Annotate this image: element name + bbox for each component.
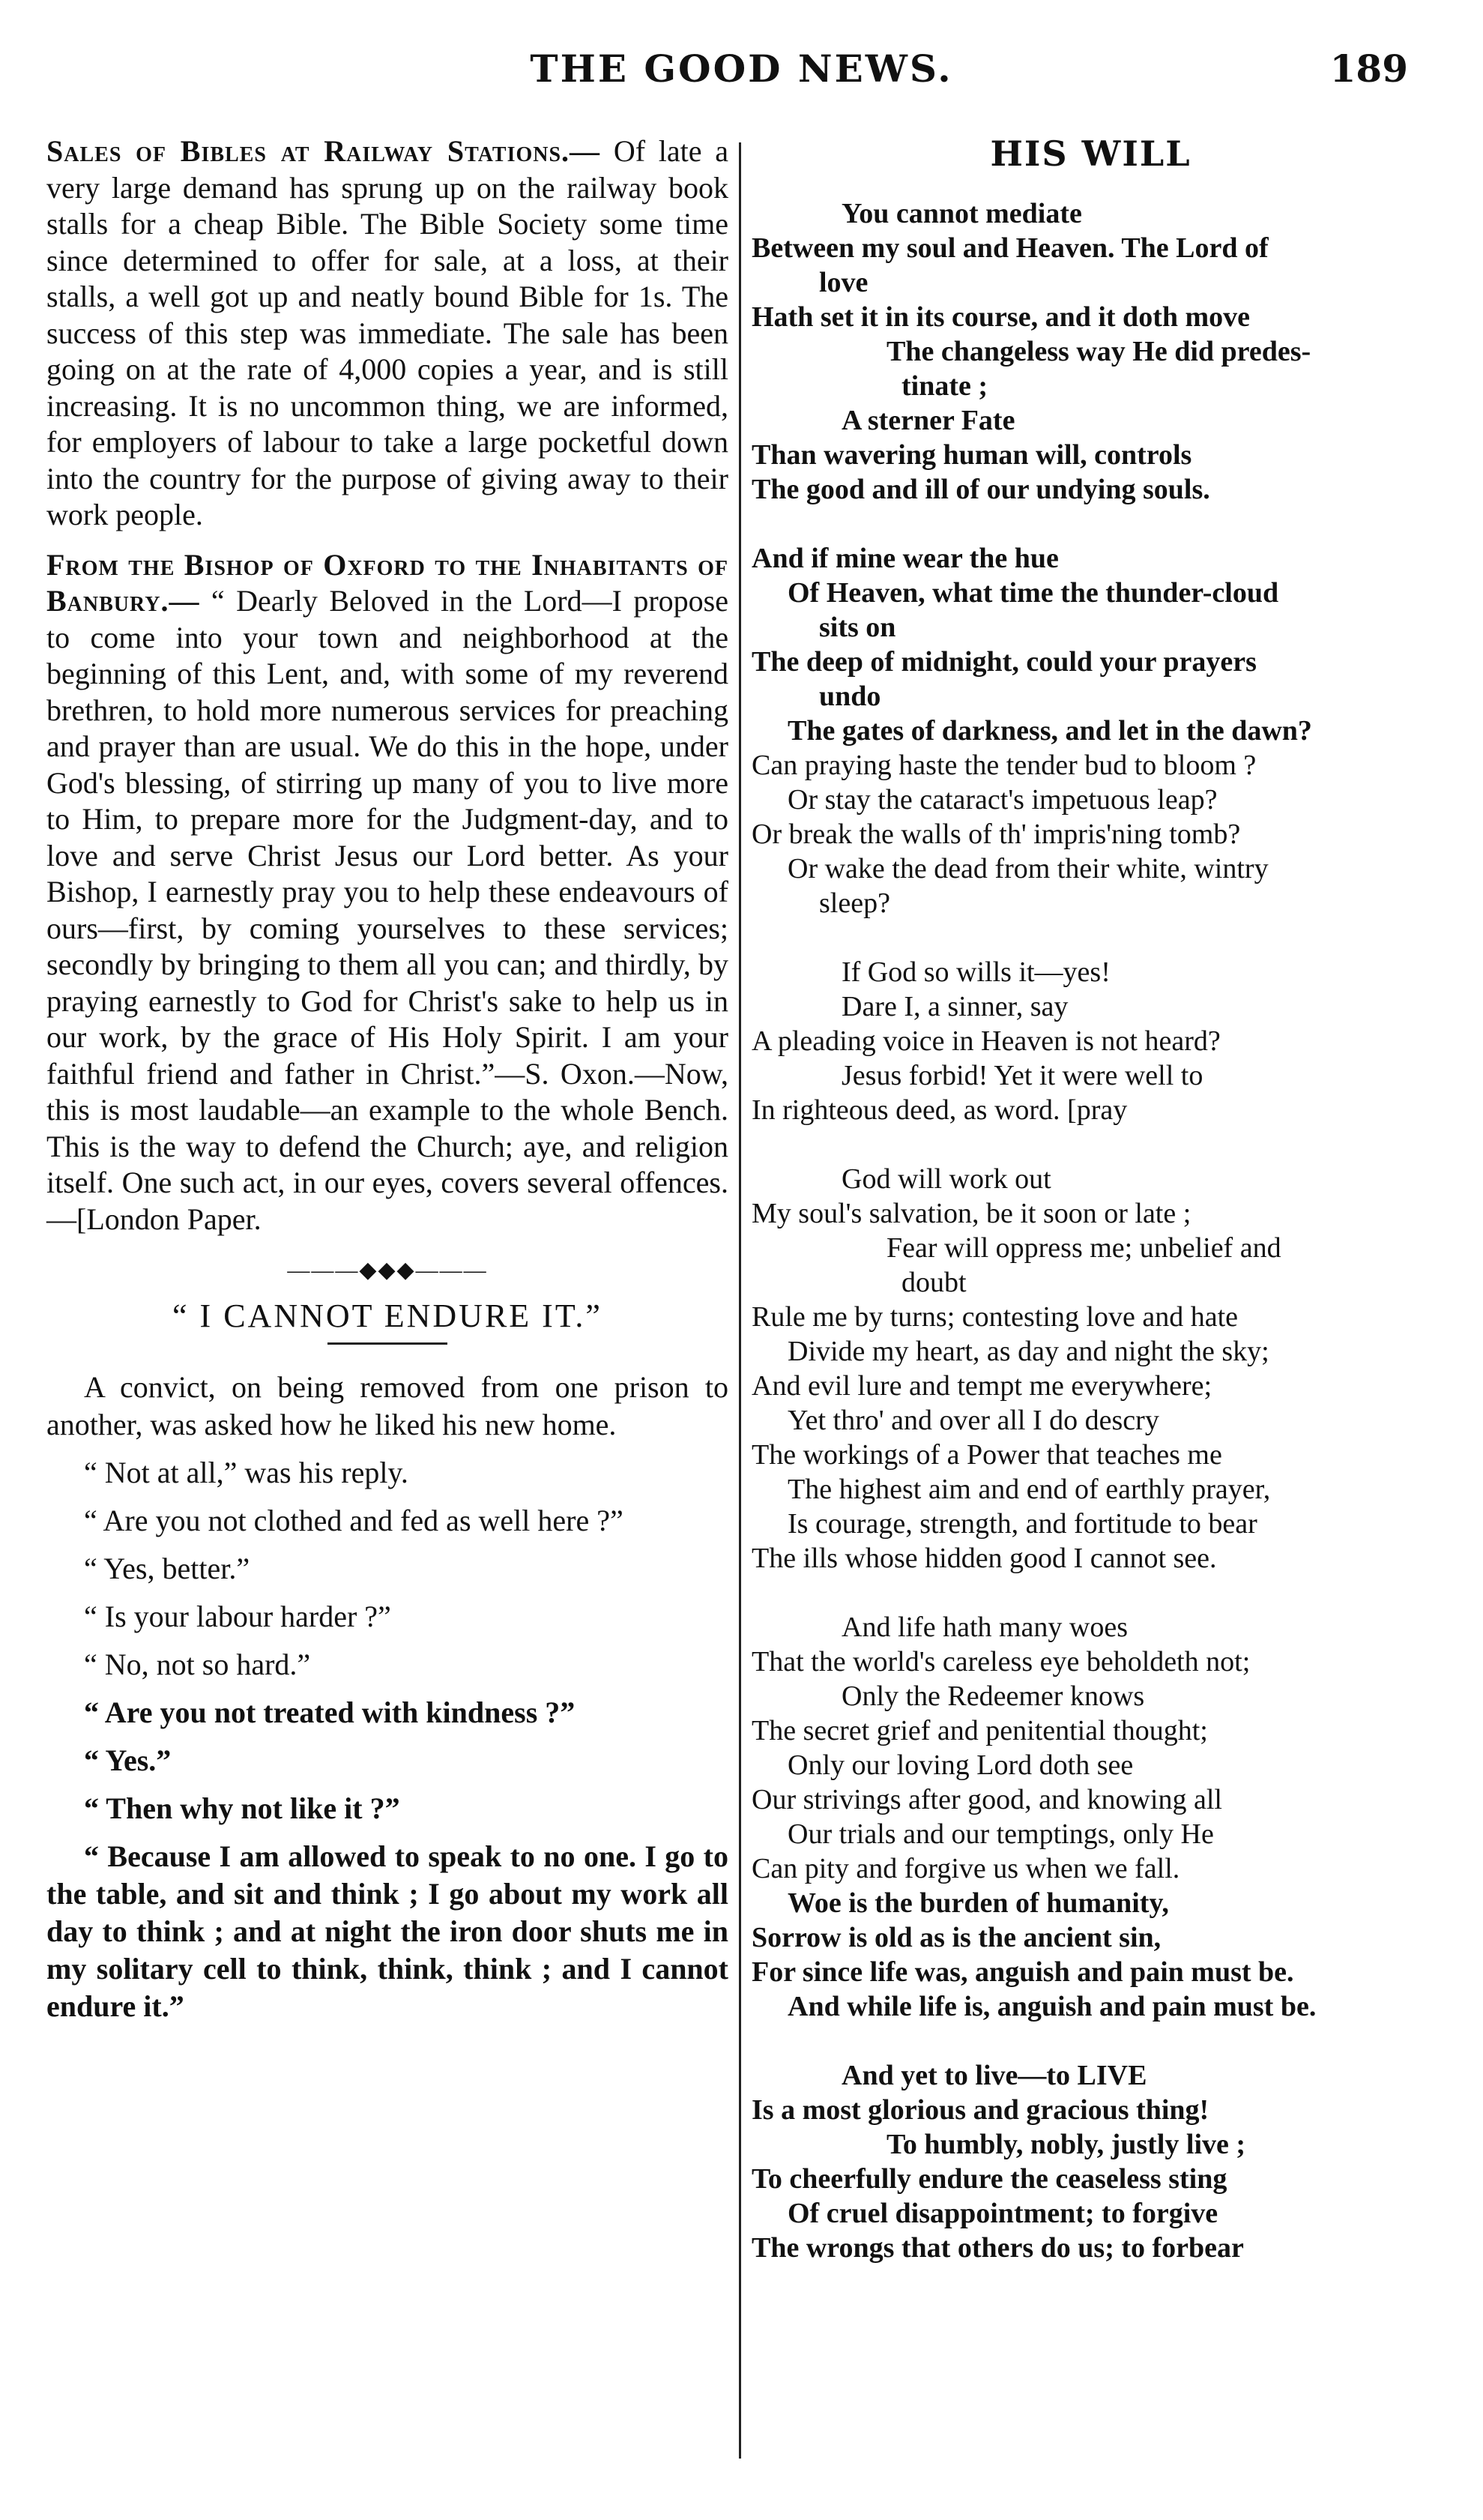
poem-line: Our trials and our temptings, only He bbox=[788, 1818, 1214, 1850]
poem-line: Hath set it in its course, and it doth move bbox=[752, 301, 1250, 333]
poem-stanza bbox=[752, 541, 1430, 920]
poem-line: My soul's salvation, be it soon or late ; bbox=[752, 1198, 1191, 1229]
poem-line: A sterner Fate bbox=[842, 405, 1015, 436]
dialogue-line: “ Yes.” bbox=[84, 1743, 172, 1777]
article-body: “ Dearly Beloved in the Lord—I propose to come into your town and neighborhood at the beginning of this Lent, and, with some of my reverend brethren, to hold more numerous services for preaching and prayer than are usual. We do this in the hope, under God's blessing, of stirring up many of you to live more to Him, to prepare more for the Judgment-day, and to love and serve Christ Jesus our Lord better. As your Bishop, I earnestly pray you to help these endeavours of ours—first, by coming yourselves to these services; secondly by bringing to them all you can; and thirdly, by praying earnestly to God for Christ's sake to help us in our work, by the grace of His Holy Spirit. I am your faithful friend and father in Christ.”—S. Oxon.—Now, this is most laudable—an example to the whole Bench. This is the way to defend the Church; aye, and religion itself. One such act, in our eyes, covers several offences.—[London Paper. bbox=[46, 584, 729, 1236]
column-divider bbox=[739, 142, 741, 2459]
left-column bbox=[46, 133, 728, 2036]
poem-line: Or stay the cataract's impetuous leap? bbox=[788, 784, 1218, 816]
poem-line: undo bbox=[819, 681, 881, 712]
poem-line: The changeless way He did predes- bbox=[887, 336, 1311, 367]
poem-line: Can praying haste the tender bud to bloom ? bbox=[752, 750, 1257, 781]
poem-line: Than wavering human will, controls bbox=[752, 439, 1192, 471]
dialogue-line: “ Then why not like it ?” bbox=[84, 1791, 400, 1825]
poem-line: And yet to live—to LIVE bbox=[842, 2060, 1147, 2091]
poem-line: The ills whose hidden good I cannot see. bbox=[752, 1543, 1217, 1574]
dialogue-line: “ Because I am allowed to speak to no one. I go to the table, and sit and think ; I go about my work all day to think ; and at night the iron door shuts me in my solitary cell to think, think, think ; and I cannot endure it.” bbox=[46, 1839, 728, 2023]
poem-line: The workings of a Power that teaches me bbox=[752, 1439, 1222, 1471]
section-ornament: ———◆◆◆——— bbox=[287, 1258, 488, 1282]
poem-line: Is a most glorious and gracious thing! bbox=[752, 2094, 1209, 2126]
poem-stanza bbox=[752, 955, 1430, 1127]
poem-line: To cheerfully endure the ceaseless sting bbox=[752, 2163, 1227, 2195]
poem-stanza bbox=[752, 196, 1430, 507]
poem-line: Is courage, strength, and fortitude to bear bbox=[788, 1508, 1257, 1540]
poem-line: Only the Redeemer knows bbox=[842, 1680, 1145, 1712]
poem-body bbox=[752, 196, 1430, 2265]
poem-line: Between my soul and Heaven. The Lord of bbox=[752, 232, 1269, 264]
poem-line: Yet thro' and over all I do descry bbox=[788, 1405, 1159, 1436]
poem-line: The gates of darkness, and let in the dawn? bbox=[788, 715, 1312, 747]
page-number: 189 bbox=[1329, 46, 1408, 91]
poem-line: Our strivings after good, and knowing all bbox=[752, 1784, 1222, 1815]
poem-line: Divide my heart, as day and night the sky; bbox=[788, 1336, 1269, 1367]
poem-line: Rule me by turns; contesting love and hate bbox=[752, 1301, 1239, 1333]
poem-stanza bbox=[752, 1610, 1430, 2024]
dialogue-line: “ Are you not clothed and fed as well here ?” bbox=[84, 1504, 623, 1537]
poem-line: Woe is the burden of humanity, bbox=[788, 1887, 1169, 1919]
running-title: THE GOOD NEWS. bbox=[530, 46, 953, 91]
dialogue-line: “ Is your labour harder ?” bbox=[84, 1600, 391, 1633]
poem-line: Of cruel disappointment; to forgive bbox=[788, 2198, 1218, 2229]
poem-line: Of Heaven, what time the thunder-cloud bbox=[788, 577, 1279, 609]
poem-line: doubt bbox=[901, 1267, 967, 1298]
poem-line: The highest aim and end of earthly prayer, bbox=[788, 1474, 1271, 1505]
poem-line: The deep of midnight, could your prayers bbox=[752, 646, 1257, 678]
article-heading: From the Bishop of Oxford to the Inhabitants of Banbury.— bbox=[46, 547, 728, 618]
article-bible-sales bbox=[46, 133, 728, 534]
article-body: Of late a very large demand has sprung up on the railway book stalls for a cheap Bible. The Bible Society some time since determined to offer for sale, at a loss, at their stalls, a well got up and neatly bound Bible for 1s. The success of this step was immediate. The sale has been going on at the rate of 4,000 copies a year, and is still increasing. It is no uncommon thing, we are informed, for employers of labour to take a large pocketful down into the country for the purpose of giving away to their work people. bbox=[46, 134, 729, 531]
poem-line: sleep? bbox=[819, 887, 890, 919]
dialogue-line: “ No, not so hard.” bbox=[84, 1648, 311, 1681]
poem-line: love bbox=[819, 267, 869, 298]
poem-line: And evil lure and tempt me everywhere; bbox=[752, 1370, 1212, 1402]
poem-line: You cannot mediate bbox=[842, 198, 1082, 229]
poem-line: In righteous deed, as word. [pray bbox=[752, 1094, 1128, 1126]
dialogue-line: “ Yes, better.” bbox=[84, 1552, 250, 1585]
poem-line: Or wake the dead from their white, wintry bbox=[788, 853, 1269, 884]
poem-line: The good and ill of our undying souls. bbox=[752, 474, 1210, 505]
poem-line: Can pity and forgive us when we fall. bbox=[752, 1853, 1180, 1884]
poem-line: sits on bbox=[819, 612, 896, 643]
poem-line: The secret grief and penitential thought; bbox=[752, 1715, 1208, 1746]
poem-line: That the world's careless eye beholdeth not; bbox=[752, 1646, 1251, 1678]
poem-line: For since life was, anguish and pain must be. bbox=[752, 1956, 1294, 1988]
poem-line: Jesus forbid! Yet it were well to bbox=[842, 1060, 1203, 1091]
dialogue-line: “ Are you not treated with kindness ?” bbox=[84, 1695, 576, 1729]
poem-line: Dare I, a sinner, say bbox=[842, 991, 1069, 1022]
poem-line: And if mine wear the hue bbox=[752, 543, 1059, 574]
page-header bbox=[0, 46, 1483, 106]
story-dialogue bbox=[46, 1369, 728, 2025]
right-column bbox=[752, 133, 1430, 2300]
dialogue-line: A convict, on being removed from one prison to another, was asked how he liked his new home. bbox=[46, 1370, 728, 1441]
poem-line: Sorrow is old as is the ancient sin, bbox=[752, 1922, 1162, 1953]
poem-line: Fear will oppress me; unbelief and bbox=[887, 1232, 1281, 1264]
story-title: “ I CANNOT ENDURE IT.” bbox=[172, 1297, 602, 1334]
article-bishop-oxford bbox=[46, 547, 728, 1238]
poem-line: And life hath many woes bbox=[842, 1612, 1129, 1643]
poem-stanza bbox=[752, 2058, 1430, 2265]
poem-line: If God so wills it—yes! bbox=[842, 956, 1111, 988]
title-rule bbox=[327, 1342, 447, 1345]
poem-line: The wrongs that others do us; to forbear bbox=[752, 2232, 1244, 2264]
poem-line: God will work out bbox=[842, 1163, 1051, 1195]
poem-line: Or break the walls of th' impris'ning tomb? bbox=[752, 819, 1241, 850]
poem-line: A pleading voice in Heaven is not heard? bbox=[752, 1025, 1221, 1057]
poem-line: To humbly, nobly, justly live ; bbox=[887, 2129, 1246, 2160]
poem-line: And while life is, anguish and pain must be. bbox=[788, 1991, 1317, 2022]
article-heading: Sales of Bibles at Railway Stations.— bbox=[46, 134, 601, 168]
poem-line: tinate ; bbox=[901, 370, 988, 402]
poem-stanza bbox=[752, 1162, 1430, 1576]
poem-line: Only our loving Lord doth see bbox=[788, 1749, 1134, 1781]
poem-title: HIS WILL bbox=[990, 133, 1191, 174]
dialogue-line: “ Not at all,” was his reply. bbox=[84, 1456, 408, 1489]
